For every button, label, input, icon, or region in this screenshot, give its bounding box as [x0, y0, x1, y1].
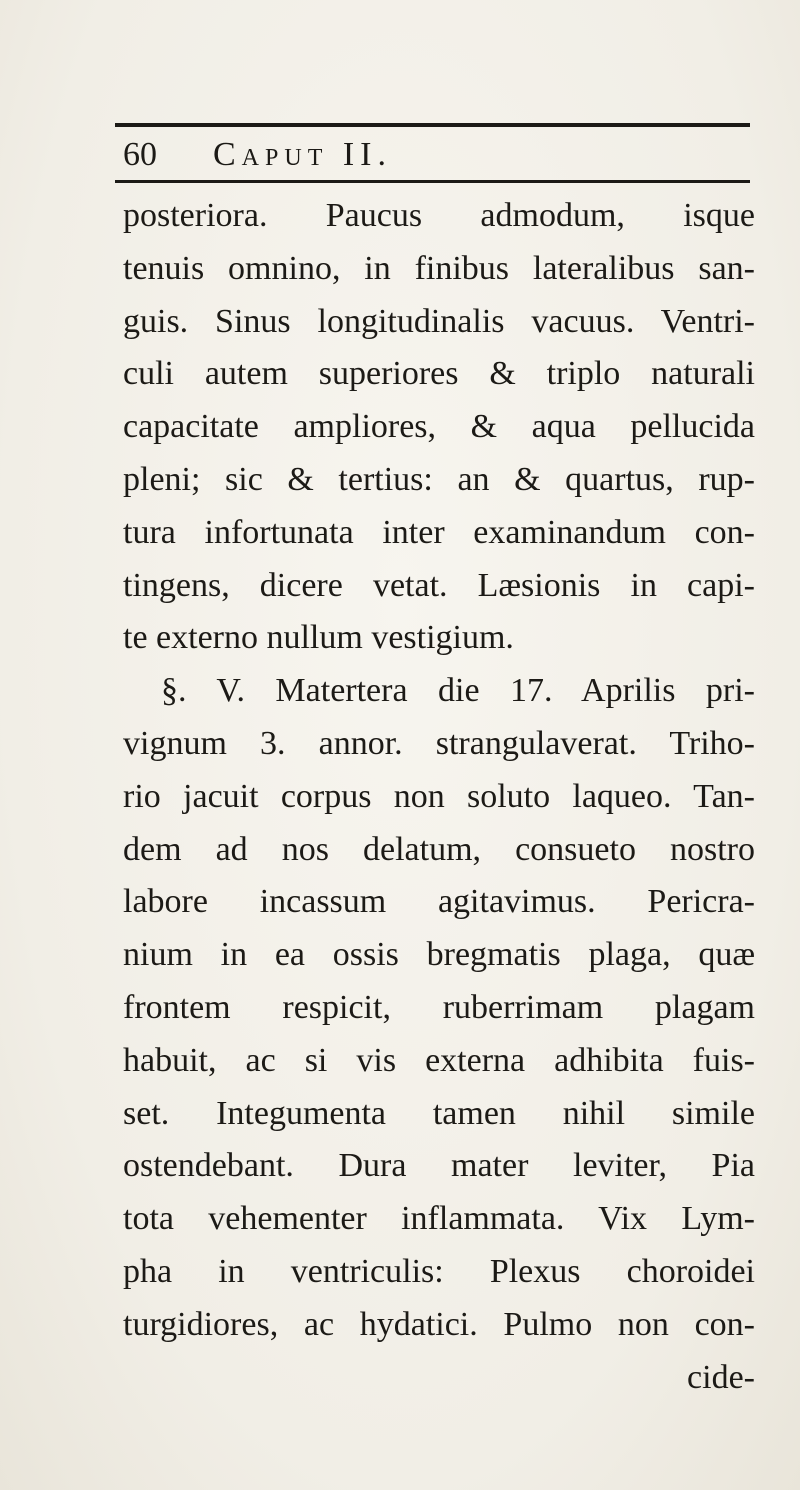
header-rule-top [115, 123, 750, 127]
text-line: tota vehementer inflammata. Vix Lym- [123, 1200, 755, 1238]
text-line: turgidiores, ac hydatici. Pulmo non con- [123, 1305, 755, 1343]
text-line: posteriora. Paucus admodum, isque [123, 197, 755, 234]
text-line: pleni; sic & tertius: an & quartus, rup- [123, 460, 755, 498]
page-header [123, 132, 743, 178]
text-line: tenuis omnino, in finibus lateralibus san- [123, 249, 755, 287]
text-line: vignum 3. annor. strangulaverat. Triho- [123, 724, 755, 762]
text-line: §. V. Matertera die 17. Aprilis pri- [161, 672, 755, 710]
text-line: frontem respicit, ruberrimam plagam [123, 988, 755, 1026]
text-line: rio jacuit corpus non soluto laqueo. Tan- [123, 777, 755, 815]
text-line: te externo nullum vestigium. [123, 619, 514, 657]
page-number: 60 [123, 136, 157, 173]
text-line: habuit, ac si vis externa adhibita fuis- [123, 1041, 755, 1079]
text-line: tura infortunata inter examinandum con- [123, 513, 755, 551]
text-line: pha in ventriculis: Plexus choroidei [123, 1252, 755, 1290]
catchword: cide- [687, 1358, 755, 1396]
text-line: ostendebant. Dura mater leviter, Pia [123, 1147, 755, 1185]
body-text [123, 190, 755, 1404]
text-line: nium in ea ossis bregmatis plaga, quæ [123, 936, 755, 974]
text-line: tingens, dicere vetat. Læsionis in capi- [123, 566, 755, 604]
header-rule-bottom [115, 180, 750, 183]
text-line: culi autem superiores & triplo naturali [123, 355, 755, 393]
text-line: dem ad nos delatum, consueto nostro [123, 830, 755, 868]
text-line: capacitate ampliores, & aqua pellucida [123, 408, 755, 446]
text-line: guis. Sinus longitudinalis vacuus. Ventri- [123, 302, 755, 340]
running-head: Caput II. [213, 136, 392, 173]
text-line: labore incassum agitavimus. Pericra- [123, 883, 755, 921]
text-line: set. Integumenta tamen nihil simile [123, 1094, 755, 1132]
